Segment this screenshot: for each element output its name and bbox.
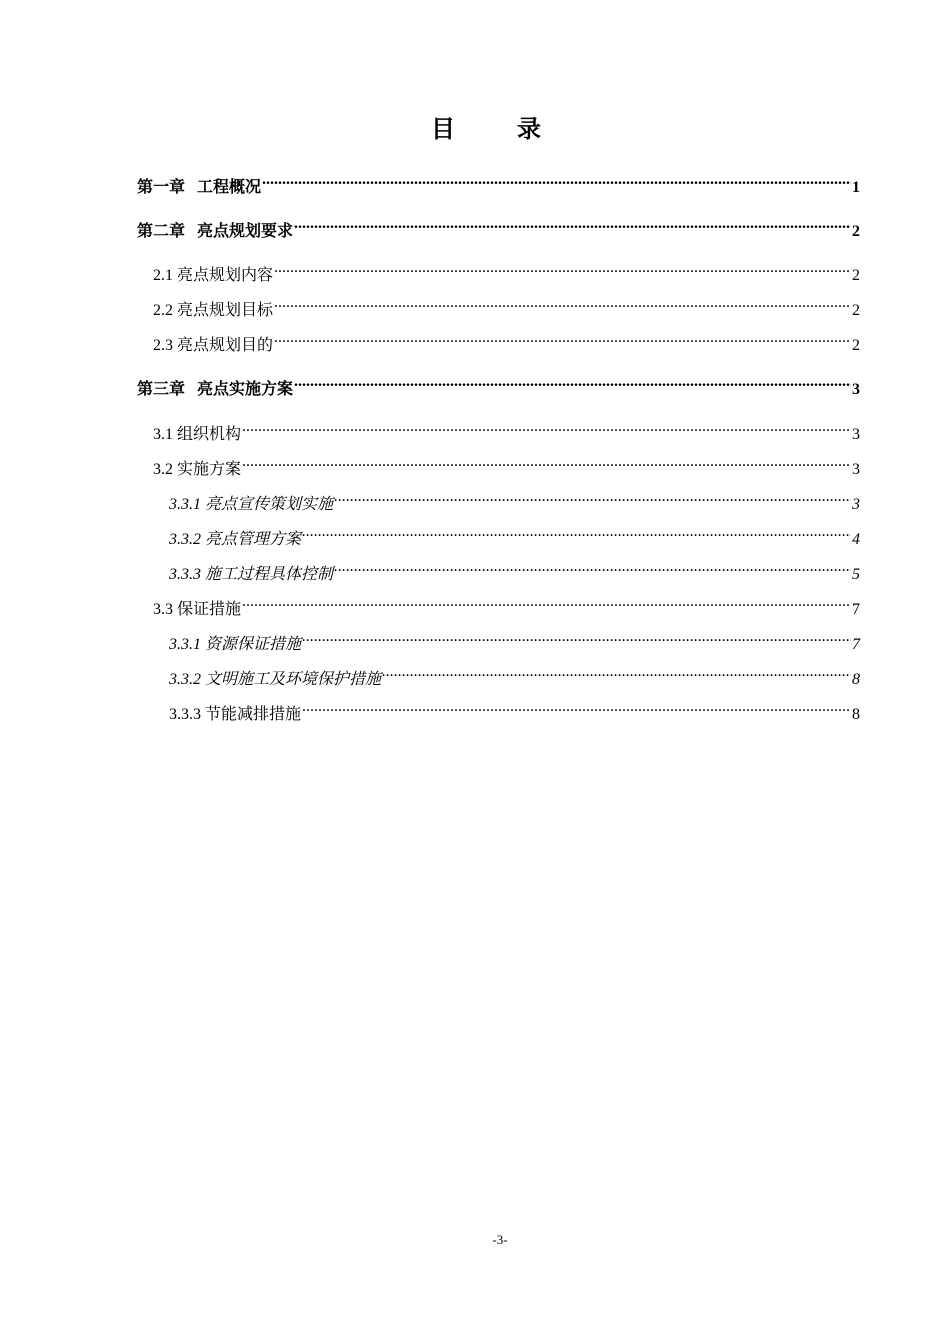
- toc-entry-text: 工程概况: [197, 179, 262, 196]
- toc-entry-label: [153, 334, 273, 358]
- toc-entry-text: 实施方案: [177, 461, 242, 478]
- toc-entry[interactable]: [153, 291, 860, 319]
- toc-entry-label: [137, 378, 293, 402]
- toc-dot-leader: [274, 291, 851, 315]
- toc-entry-text: 亮点规划内容: [177, 267, 274, 284]
- toc-page-number: 3: [852, 381, 860, 398]
- toc-entry-text: 亮点宣传策划实施: [205, 496, 334, 513]
- toc-entry-label: [153, 598, 241, 622]
- toc-entry[interactable]: [169, 625, 860, 653]
- toc-entry[interactable]: [137, 370, 860, 398]
- toc-dot-leader: [242, 450, 851, 474]
- toc-entry-text: 亮点规划目标: [177, 302, 274, 319]
- toc-entry-number: 3.1: [153, 426, 173, 443]
- toc-page-number: 3: [852, 461, 860, 478]
- toc-page-number: 1: [852, 179, 860, 196]
- toc-dot-leader: [294, 370, 851, 394]
- toc-dot-leader: [242, 415, 851, 439]
- toc-entry[interactable]: [153, 415, 860, 443]
- toc-entry-label: [169, 668, 381, 692]
- toc-page-number: 4: [852, 531, 860, 548]
- toc-entry-label: [169, 528, 301, 552]
- toc-entry-text: 亮点管理方案: [205, 531, 302, 548]
- toc-entry-number: 2.1: [153, 267, 173, 284]
- toc-entry-number: 第二章: [137, 223, 186, 240]
- toc-entry-label: [153, 264, 273, 288]
- toc-dot-leader: [302, 625, 851, 649]
- toc-dot-leader: [334, 555, 851, 579]
- toc-page-number: 3: [852, 496, 860, 513]
- toc-entry-number: 2.2: [153, 302, 173, 319]
- toc-entry-number: 3.3.3: [169, 566, 201, 583]
- toc-entry-text: 亮点实施方案: [197, 381, 294, 398]
- toc-entry-text: 节能减排措施: [205, 706, 302, 723]
- toc-entry[interactable]: [137, 168, 860, 196]
- toc-dot-leader: [274, 326, 851, 350]
- toc-page-number: 8: [852, 706, 860, 723]
- toc-entry[interactable]: [153, 326, 860, 354]
- toc-entry-number: 2.3: [153, 337, 173, 354]
- toc-page-number: 2: [852, 337, 860, 354]
- page-number: -3-: [492, 1232, 508, 1247]
- toc-entry-text: 施工过程具体控制: [205, 566, 334, 583]
- toc-entry-number: 3.3.3: [169, 706, 201, 723]
- toc-page-number: 7: [852, 636, 860, 653]
- toc-entry-label: [169, 563, 333, 587]
- toc-entry-number: 3.3.2: [169, 531, 201, 548]
- toc-entry-number: 第三章: [137, 381, 186, 398]
- toc-entry-text: 保证措施: [177, 601, 242, 618]
- toc-entry[interactable]: [137, 212, 860, 240]
- toc-entry-number: 3.3: [153, 601, 173, 618]
- toc-entry[interactable]: [153, 450, 860, 478]
- toc-entry-number: 第一章: [137, 179, 186, 196]
- toc-dot-leader: [242, 590, 851, 614]
- toc-dot-leader: [274, 256, 851, 280]
- toc-entry-number: 3.3.1: [169, 636, 201, 653]
- toc-dot-leader: [334, 485, 851, 509]
- toc-dot-leader: [294, 212, 851, 236]
- toc-entry-label: [153, 458, 241, 482]
- toc-page-number: 2: [852, 267, 860, 284]
- toc-entry-label: [137, 220, 293, 244]
- toc-entry[interactable]: [169, 520, 860, 548]
- toc-dot-leader: [262, 168, 851, 192]
- toc-entry-text: 组织机构: [177, 426, 242, 443]
- toc-entry[interactable]: [169, 695, 860, 723]
- toc-entry[interactable]: [153, 256, 860, 284]
- toc-entry-label: [153, 423, 241, 447]
- toc-page-number: 2: [852, 223, 860, 240]
- toc-entry-number: 3.3.2: [169, 671, 201, 688]
- toc-entry-label: [169, 493, 333, 517]
- toc-entry-text: 亮点规划目的: [177, 337, 274, 354]
- toc-entry-text: 资源保证措施: [205, 636, 302, 653]
- toc-entry[interactable]: [169, 660, 860, 688]
- toc-dot-leader: [302, 520, 851, 544]
- toc-title: 目 录: [431, 117, 569, 143]
- toc-dot-leader: [382, 660, 851, 684]
- toc-page-number: 7: [852, 601, 860, 618]
- toc-entry[interactable]: [169, 485, 860, 513]
- toc-page-number: 5: [852, 566, 860, 583]
- toc-entry[interactable]: [169, 555, 860, 583]
- toc-entry-label: [169, 633, 301, 657]
- toc-entry-text: 亮点规划要求: [197, 223, 294, 240]
- toc-page-number: 3: [852, 426, 860, 443]
- toc-dot-leader: [302, 695, 851, 719]
- toc-entry-text: 文明施工及环境保护措施: [205, 671, 382, 688]
- toc-page-number: 8: [852, 671, 860, 688]
- toc-entry-label: [169, 703, 301, 727]
- toc-entry-number: 3.2: [153, 461, 173, 478]
- toc-entry[interactable]: [153, 590, 860, 618]
- toc-page-number: 2: [852, 302, 860, 319]
- toc-entry-number: 3.3.1: [169, 496, 201, 513]
- toc-entry-label: [153, 299, 273, 323]
- toc-entry-label: [137, 176, 261, 200]
